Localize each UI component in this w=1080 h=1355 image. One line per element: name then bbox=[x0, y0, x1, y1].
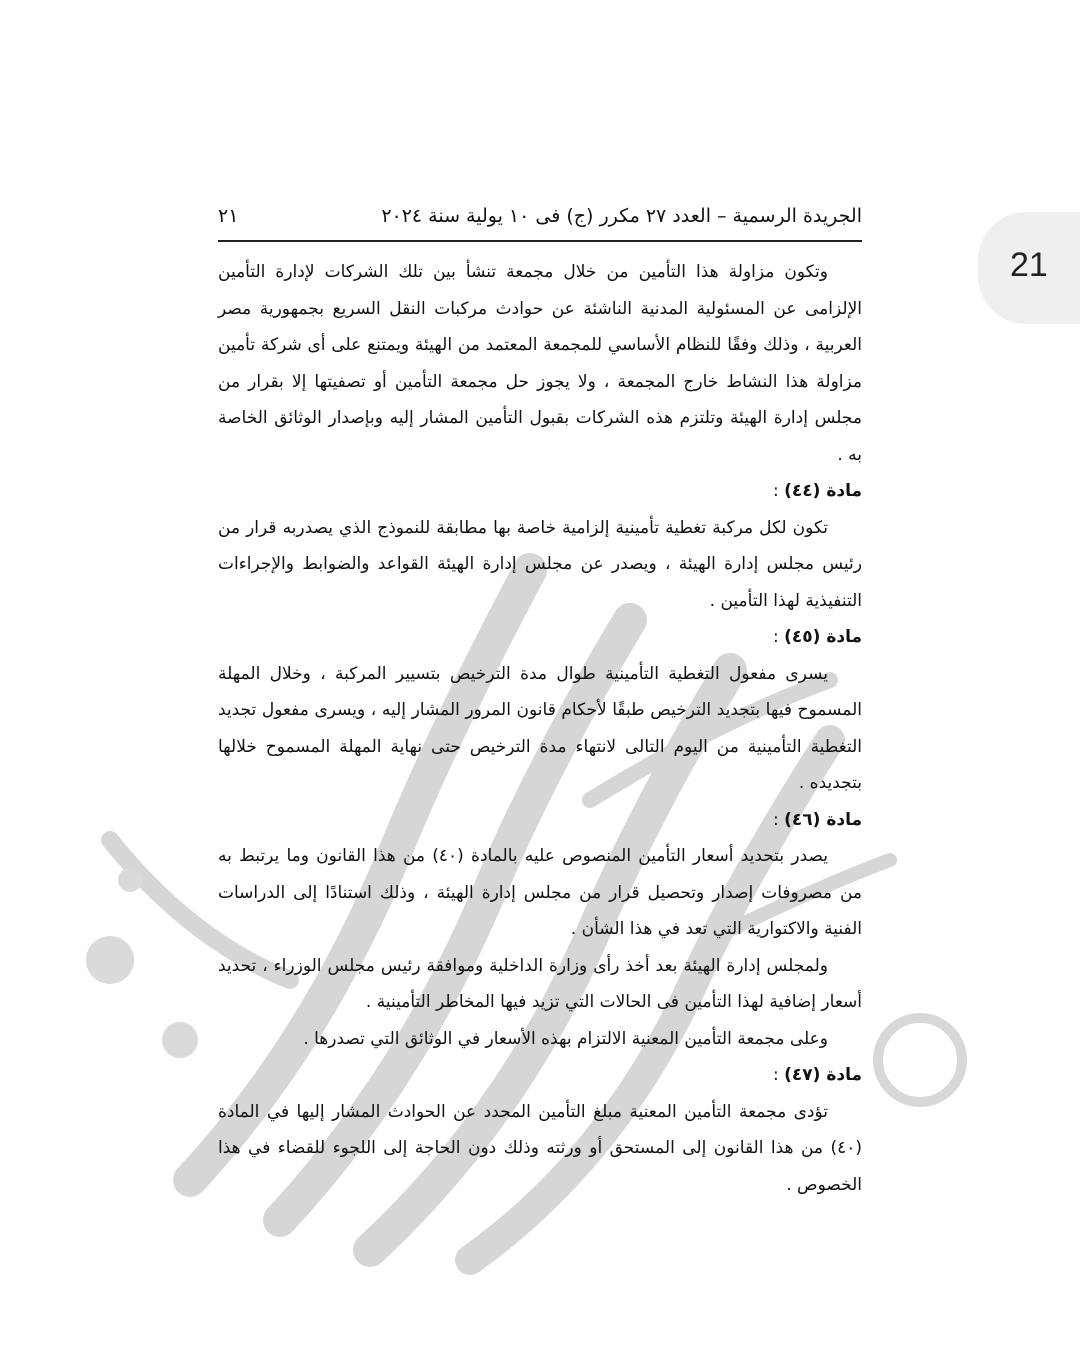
page-number-badge-text: 21 bbox=[1010, 246, 1048, 284]
paragraph: يسرى مفعول التغطية التأمينية طوال مدة الترخيص بتسيير المركبة ، وخلال المهلة المسموح فيها بتجديد الترخيص طبقًا لأحكام قانون المرور المشار إليه ، ويسرى مفعول تجديد التغطية التأمينية من اليوم التالى لانتهاء مدة الترخيص حتى نهاية المهلة المسموح خلالها بتجديده . bbox=[218, 663, 862, 793]
article-colon: : bbox=[772, 1065, 785, 1085]
article-colon: : bbox=[772, 481, 785, 501]
gazette-title: الجريدة الرسمية – العدد ٢٧ مكرر (ج) فى ١٠ يولية سنة ٢٠٢٤ bbox=[381, 205, 862, 227]
article-label: مادة (٤٦) bbox=[784, 809, 862, 830]
article-label: مادة (٤٥) bbox=[784, 627, 862, 647]
page-header bbox=[218, 196, 862, 236]
header-page-number: ٢١ bbox=[218, 205, 239, 227]
header-divider bbox=[218, 240, 862, 242]
paragraph: وتكون مزاولة هذا التأمين من خلال مجمعة تنشأ بين تلك الشركات لإدارة التأمين الإلزامى عن المسئولية المدنية الناشئة عن حوادث مركبات النقل السريع بجمهورية مصر العربية ، وذلك وفقًا للنظام الأساسي للمجمعة المعتمد من الهيئة ويمتنع على أى شركة تأمين مزاولة هذا النشاط خارج المجمعة ، ولا يجوز حل مجمعة التأمين أو تصفيتها إلا بقرار من مجلس إدارة الهيئة وتلتزم هذه الشركات بقبول التأمين المشار إليه وبإصدار الوثائق الخاصة به . bbox=[218, 262, 862, 465]
article-heading bbox=[218, 619, 862, 656]
paragraph: تكون لكل مركبة تغطية تأمينية إلزامية خاصة بها مطابقة للنموذج الذي يصدربه قرار من رئيس مجلس إدارة الهيئة ، ويصدر عن مجلس إدارة الهيئة القواعد والضوابط والإجراءات التنفيذية لهذا التأمين . bbox=[218, 517, 862, 611]
article-heading bbox=[218, 1057, 862, 1094]
article-label: مادة (٤٧) bbox=[784, 1065, 862, 1085]
document-body bbox=[218, 254, 862, 1203]
paragraph: ولمجلس إدارة الهيئة بعد أخذ رأى وزارة الداخلية وموافقة رئيس مجلس الوزراء ، تحديد أسعار إضافية لهذا التأمين فى الحالات التي تزيد فيها المخاطر التأمينية . bbox=[218, 955, 862, 1012]
paragraph: وعلى مجمعة التأمين المعنية الالتزام بهذه الأسعار في الوثائق التي تصدرها . bbox=[303, 1028, 828, 1049]
paragraph: يصدر بتحديد أسعار التأمين المنصوص عليه بالمادة (٤٠) من هذا القانون وما يرتبط به من مصروفات إصدار وتحصيل قرار من مجلس إدارة الهيئة ، وذلك استنادًا إلى الدراسات الفنية والاكتوارية التي تعد في هذا الشأن . bbox=[218, 846, 862, 939]
article-heading bbox=[218, 473, 862, 510]
page-number-badge bbox=[978, 212, 1080, 324]
article-heading bbox=[218, 802, 862, 839]
article-colon: : bbox=[772, 809, 785, 830]
article-colon: : bbox=[772, 627, 785, 647]
article-label: مادة (٤٤) bbox=[784, 481, 862, 501]
paragraph: تؤدى مجمعة التأمين المعنية مبلغ التأمين المحدد عن الحوادث المشار إليها في المادة (٤٠) من هذا القانون إلى المستحق أو ورثته وذلك دون الحاجة إلى اللجوء للقضاء في هذا الخصوص . bbox=[218, 1101, 862, 1195]
